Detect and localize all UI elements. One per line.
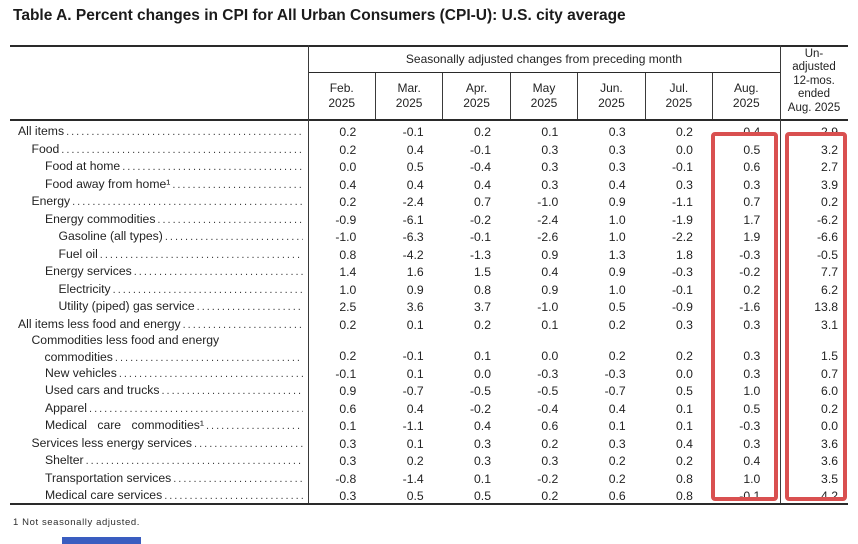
value-cell: 0.2 <box>541 489 559 504</box>
value-cell: 1.0 <box>608 212 626 227</box>
value-cell: 0.3 <box>608 160 626 175</box>
value-cell: 0.7 <box>474 195 491 210</box>
value-cell: 0.2 <box>406 454 424 469</box>
value-cell: 0.8 <box>339 247 357 262</box>
row-label: Food ..... <box>10 141 308 160</box>
seasonally-adjusted-spanner-header: Seasonally adjusted changes from preceding month <box>405 52 683 66</box>
value-cell: 1.0 <box>608 282 626 297</box>
value-cell: -0.1 <box>671 282 693 297</box>
unadjusted-value-cell: -0.5 <box>816 247 838 262</box>
value-cell: 0.1 <box>676 401 693 416</box>
value-cell: 0.4 <box>608 401 626 416</box>
value-cell: -0.7 <box>604 384 626 399</box>
value-cell: -1.9 <box>671 212 693 227</box>
value-cell: 0.3 <box>339 436 357 451</box>
value-cell: 0.1 <box>339 419 357 434</box>
value-cell: 0.2 <box>339 318 357 333</box>
row-label: Medical care commodities¹ ..... <box>10 417 308 436</box>
value-cell: 0.3 <box>608 142 626 157</box>
value-cell: 0.5 <box>743 142 761 157</box>
value-cell: 0.4 <box>406 177 424 192</box>
value-cell: -1.3 <box>469 247 491 262</box>
unadjusted-value-cell: 0.2 <box>821 401 838 416</box>
value-cell: -0.1 <box>402 349 424 364</box>
value-cell: -6.3 <box>402 230 424 245</box>
value-cell: 1.5 <box>474 265 491 280</box>
value-cell: 0.5 <box>608 300 626 315</box>
row-label: Used cars and trucks ..... <box>10 382 308 401</box>
value-cell: 0.8 <box>474 282 491 297</box>
value-cell: 0.5 <box>474 489 491 504</box>
unadjusted-value-cell: 3.9 <box>821 177 838 192</box>
column-header-mar-2025: Mar. 2025 <box>395 81 423 110</box>
value-cell: 0.1 <box>541 318 559 333</box>
value-cell: 0.1 <box>406 366 424 381</box>
unadjusted-value-cell: -6.6 <box>816 230 838 245</box>
row-label: Gasoline (all types) ..... <box>10 228 308 247</box>
unadjusted-value-cell: 0.0 <box>821 419 838 434</box>
value-cell: -1.0 <box>335 230 357 245</box>
value-cell: -0.3 <box>537 366 559 381</box>
value-cell: 0.4 <box>676 436 693 451</box>
unadjusted-value-cell: 6.0 <box>821 384 838 399</box>
value-cell: -1.1 <box>402 419 424 434</box>
value-cell: 0.0 <box>676 142 693 157</box>
value-cell: -0.7 <box>402 384 424 399</box>
value-cell: 1.0 <box>743 471 761 486</box>
value-cell: -0.2 <box>469 212 491 227</box>
value-cell: -1.0 <box>537 300 559 315</box>
value-cell: 1.6 <box>406 265 424 280</box>
value-cell: 0.2 <box>743 282 761 297</box>
value-cell: -0.1 <box>739 489 761 504</box>
value-cell: 0.3 <box>339 489 357 504</box>
column-header-jun-2025: Jun. 2025 <box>598 81 625 110</box>
value-cell: -1.4 <box>402 471 424 486</box>
value-cell: -0.3 <box>604 366 626 381</box>
value-cell: 0.7 <box>743 195 761 210</box>
row-label: Transportation services ..... <box>10 470 308 489</box>
value-cell: -0.5 <box>469 384 491 399</box>
row-label: Energy ..... <box>10 193 308 212</box>
value-cell: 1.7 <box>743 212 761 227</box>
value-cell: 0.4 <box>339 177 357 192</box>
unadjusted-value-cell: 3.6 <box>821 436 838 451</box>
value-cell: 0.9 <box>608 265 626 280</box>
value-cell: 0.1 <box>676 419 693 434</box>
value-cell: 1.3 <box>608 247 626 262</box>
value-cell: 0.3 <box>541 160 559 175</box>
value-cell: 2.5 <box>339 300 357 315</box>
value-cell: 0.1 <box>474 471 491 486</box>
value-cell: 0.3 <box>541 142 559 157</box>
value-cell: 0.4 <box>406 401 424 416</box>
value-cell: 1.8 <box>676 247 693 262</box>
value-cell: 0.3 <box>676 318 693 333</box>
value-cell: 0.2 <box>474 318 491 333</box>
value-cell: 0.2 <box>676 454 693 469</box>
unadjusted-value-cell: -6.2 <box>816 212 838 227</box>
value-cell: -0.5 <box>537 384 559 399</box>
bottom-blue-bar <box>62 537 141 544</box>
row-label: Services less energy services ..... <box>10 435 308 454</box>
value-cell: -0.4 <box>537 401 559 416</box>
unadjusted-value-cell: 6.2 <box>821 282 838 297</box>
unadjusted-value-cell: 4.2 <box>821 489 838 504</box>
page-title: Table A. Percent changes in CPI for All Urban Consumers (CPI-U): U.S. city average <box>13 7 626 24</box>
value-cell: 0.4 <box>474 177 491 192</box>
unadjusted-value-cell: 3.5 <box>821 471 838 486</box>
value-cell: -0.2 <box>469 401 491 416</box>
value-cell: -0.8 <box>335 471 357 486</box>
value-cell: 1.4 <box>339 265 357 280</box>
row-label: All items less food and energy ..... <box>10 316 308 335</box>
value-cell: -0.1 <box>469 230 491 245</box>
value-cell: 0.3 <box>743 318 761 333</box>
row-label: Shelter ..... <box>10 452 308 471</box>
value-cell: 0.0 <box>474 366 491 381</box>
footnote: 1 Not seasonally adjusted. <box>13 517 141 528</box>
value-cell: -0.1 <box>402 125 424 139</box>
row-label: Food away from home¹ ..... <box>10 176 308 195</box>
value-cell: 1.0 <box>339 282 357 297</box>
value-cell: 0.3 <box>339 454 357 469</box>
value-cell: 0.2 <box>339 349 357 364</box>
value-cell: 0.3 <box>541 454 559 469</box>
unadjusted-value-cell: 2.9 <box>821 125 838 139</box>
value-cell: 0.2 <box>608 318 626 333</box>
value-cell: -1.0 <box>537 195 559 210</box>
value-cell: 0.5 <box>676 384 693 399</box>
value-cell: 0.3 <box>474 454 491 469</box>
value-cell: 0.2 <box>474 125 491 139</box>
value-cell: 0.6 <box>743 160 761 175</box>
row-label: Commodities less food and energy commodities ..... <box>10 333 308 365</box>
value-cell: -0.1 <box>671 160 693 175</box>
value-cell: 0.0 <box>676 366 693 381</box>
column-header-jul-2025: Jul. 2025 <box>665 81 693 110</box>
value-cell: 0.2 <box>608 454 626 469</box>
value-cell: 0.3 <box>743 436 761 451</box>
value-cell: 0.2 <box>676 349 693 364</box>
row-label: Food at home ..... <box>10 158 308 177</box>
unadjusted-value-cell: 7.7 <box>821 265 838 280</box>
value-cell: 0.3 <box>743 177 761 192</box>
value-cell: 1.9 <box>743 230 761 245</box>
value-cell: 1.0 <box>743 384 761 399</box>
value-cell: 0.4 <box>743 454 761 469</box>
row-label: Electricity ..... <box>10 281 308 300</box>
value-cell: 0.6 <box>339 401 357 416</box>
value-cell: 0.5 <box>406 160 424 175</box>
row-label: Energy commodities ..... <box>10 211 308 230</box>
value-cell: 0.6 <box>608 489 626 504</box>
value-cell: 3.7 <box>474 300 491 315</box>
value-cell: -2.4 <box>402 195 424 210</box>
value-cell: 0.3 <box>608 125 626 139</box>
unadjusted-value-cell: 0.2 <box>821 195 838 210</box>
value-cell: -0.1 <box>469 142 491 157</box>
value-cell: -0.3 <box>739 247 761 262</box>
value-cell: 0.3 <box>541 177 559 192</box>
highlight-box-aug-column <box>711 132 778 501</box>
value-cell: 0.3 <box>676 177 693 192</box>
value-cell: 0.4 <box>608 177 626 192</box>
value-cell: 0.3 <box>608 436 626 451</box>
value-cell: 0.8 <box>676 471 693 486</box>
row-label: All items ..... <box>10 123 308 142</box>
unadjusted-value-cell: 3.1 <box>821 318 838 333</box>
row-label: Energy services ..... <box>10 263 308 282</box>
value-cell: 0.1 <box>406 436 424 451</box>
value-cell: 0.2 <box>608 349 626 364</box>
value-cell: 0.0 <box>339 160 357 175</box>
column-header-may-2025: May 2025 <box>530 81 558 110</box>
column-header-aug-2025: Aug. 2025 <box>732 81 760 110</box>
value-cell: -2.6 <box>537 230 559 245</box>
value-cell: -4.2 <box>402 247 424 262</box>
value-cell: 0.3 <box>743 366 761 381</box>
value-cell: 0.4 <box>541 265 559 280</box>
value-cell: 0.2 <box>676 125 693 139</box>
unadjusted-value-cell: 0.7 <box>821 366 838 381</box>
month-headers <box>308 73 780 119</box>
unadjusted-value-cell: 1.5 <box>821 349 838 364</box>
column-header-feb-2025: Feb. 2025 <box>328 81 356 110</box>
value-cell: 0.2 <box>339 142 357 157</box>
value-cell: -0.3 <box>739 419 761 434</box>
value-cell: -1.6 <box>739 300 761 315</box>
unadjusted-column-header: Un- adjusted 12-mos. ended Aug. 2025 <box>787 48 841 114</box>
unadjusted-value-cell: 2.7 <box>821 160 838 175</box>
column-header-apr-2025: Apr. 2025 <box>463 81 490 110</box>
value-cell: 0.9 <box>608 195 626 210</box>
value-cell: -0.1 <box>335 366 357 381</box>
row-label: Apparel ..... <box>10 400 308 419</box>
value-cell: -2.2 <box>671 230 693 245</box>
value-cell: 0.5 <box>406 489 424 504</box>
value-cell: -0.9 <box>671 300 693 315</box>
value-cell: 1.0 <box>608 230 626 245</box>
value-cell: 0.9 <box>406 282 424 297</box>
value-cell: 0.2 <box>339 195 357 210</box>
value-cell: 0.4 <box>743 125 761 139</box>
value-cell: 0.5 <box>743 401 761 416</box>
value-cell: -2.4 <box>537 212 559 227</box>
value-cell: -1.1 <box>671 195 693 210</box>
value-cell: -0.2 <box>537 471 559 486</box>
value-cell: 0.1 <box>541 125 559 139</box>
value-cell: 0.1 <box>608 419 626 434</box>
value-cell: 0.6 <box>541 419 559 434</box>
value-cell: -0.3 <box>671 265 693 280</box>
value-cell: 0.2 <box>339 125 357 139</box>
value-cell: 0.9 <box>339 384 357 399</box>
value-cell: 0.1 <box>406 318 424 333</box>
value-cell: 0.0 <box>541 349 559 364</box>
value-cell: 0.2 <box>541 436 559 451</box>
value-cell: 0.8 <box>676 489 693 504</box>
value-cell: 0.3 <box>743 349 761 364</box>
value-cell: -0.9 <box>335 212 357 227</box>
value-cell: 3.6 <box>406 300 424 315</box>
unadjusted-value-cell: 13.8 <box>814 300 838 315</box>
value-cell: -0.2 <box>739 265 761 280</box>
highlight-box-unadjusted-column <box>785 132 847 501</box>
row-label: Medical care services ..... <box>10 487 308 506</box>
row-label: Utility (piped) gas service ..... <box>10 298 308 317</box>
row-label: Fuel oil ..... <box>10 246 308 265</box>
unadjusted-value-cell: 3.6 <box>821 454 838 469</box>
value-cell: 0.9 <box>541 282 559 297</box>
value-cell: 0.1 <box>474 349 491 364</box>
value-cell: 0.2 <box>608 471 626 486</box>
value-cell: -0.4 <box>469 160 491 175</box>
unadjusted-value-cell: 3.2 <box>821 142 838 157</box>
row-label: New vehicles ..... <box>10 365 308 384</box>
value-cell: 0.9 <box>541 247 559 262</box>
value-cell: -6.1 <box>402 212 424 227</box>
value-cell: 0.4 <box>474 419 491 434</box>
value-cell: 0.4 <box>406 142 424 157</box>
value-cell: 0.3 <box>474 436 491 451</box>
